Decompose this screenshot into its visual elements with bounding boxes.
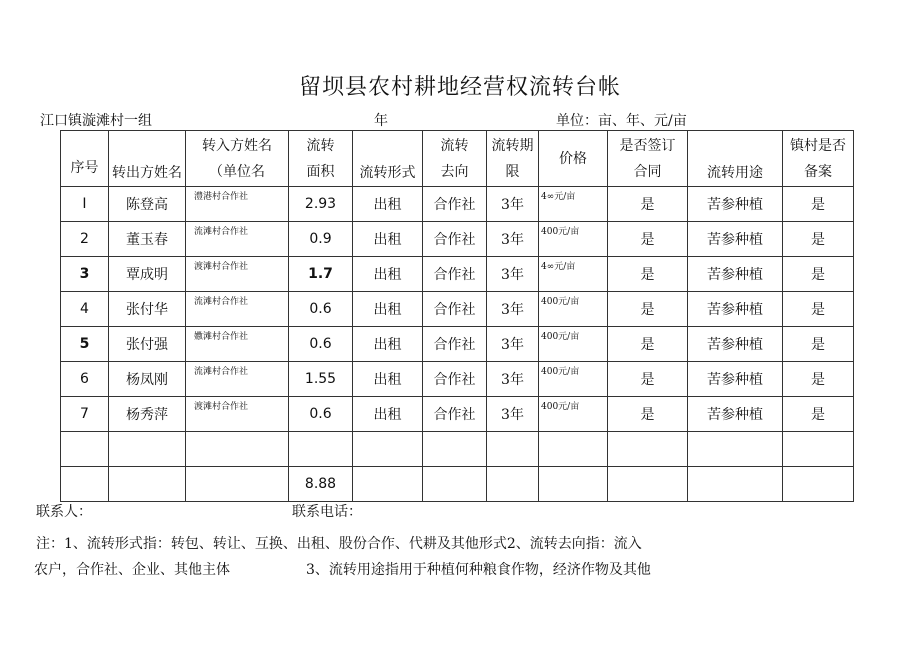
- row-price: 400元/亩: [539, 327, 608, 362]
- row-to-name: 流滩村合作社: [186, 222, 289, 257]
- row-seq: 3: [61, 257, 109, 292]
- row-area: 0.6: [289, 397, 353, 432]
- row-area: 0.9: [289, 222, 353, 257]
- contact-phone-label: 联系电话：: [292, 504, 362, 520]
- header-form: 流转形式: [353, 131, 423, 187]
- row-usage: 苦参种植: [688, 362, 783, 397]
- table-row: [61, 362, 854, 397]
- header-row: [61, 131, 854, 187]
- row-direction: 合作社: [423, 292, 487, 327]
- header-period: 流转期 限: [487, 131, 539, 187]
- row-direction: 合作社: [423, 257, 487, 292]
- table-row: [61, 187, 854, 222]
- row-usage: 苦参种植: [688, 292, 783, 327]
- note-line-2a: 农户，合作社、企业、其他主体: [34, 562, 230, 578]
- note-line-2b: 3、流转用途指用于种植何种粮食作物，经济作物及其他: [306, 562, 651, 578]
- row-to-name: 渡滩村合作社: [186, 397, 289, 432]
- row-usage: 苦参种植: [688, 327, 783, 362]
- row-usage: 苦参种植: [688, 257, 783, 292]
- row-from-name: 陈登高: [109, 187, 186, 222]
- row-period: 3年: [487, 362, 539, 397]
- row-direction: 合作社: [423, 362, 487, 397]
- row-from-name: 覃成明: [109, 257, 186, 292]
- row-area: 1.55: [289, 362, 353, 397]
- row-period: 3年: [487, 327, 539, 362]
- row-to-name: 渡滩村合作社: [186, 257, 289, 292]
- row-filed: 是: [783, 292, 854, 327]
- row-period: 3年: [487, 257, 539, 292]
- row-direction: 合作社: [423, 327, 487, 362]
- row-form: 出租: [353, 257, 423, 292]
- row-seq: I: [61, 187, 109, 222]
- row-area: 0.6: [289, 292, 353, 327]
- note-line-1: 注：1、流转形式指：转包、转让、互换、出租、股份合作、代耕及其他形式2、流转去向指：流入: [36, 536, 642, 552]
- row-from-name: 杨秀萍: [109, 397, 186, 432]
- location-label: 江口镇漩滩村一组: [40, 113, 152, 129]
- row-period: 3年: [487, 397, 539, 432]
- row-form: 出租: [353, 327, 423, 362]
- row-to-name: 澧港村合作社: [186, 187, 289, 222]
- row-signed: 是: [608, 327, 688, 362]
- row-from-name: 张付强: [109, 327, 186, 362]
- row-price: 400元/亩: [539, 397, 608, 432]
- row-seq: 7: [61, 397, 109, 432]
- row-filed: 是: [783, 362, 854, 397]
- total-row: [61, 467, 854, 502]
- empty-row: [61, 432, 854, 467]
- row-signed: 是: [608, 222, 688, 257]
- row-signed: 是: [608, 292, 688, 327]
- header-price: 价格: [539, 131, 608, 187]
- row-price: 400元/亩: [539, 292, 608, 327]
- row-area: 1.7: [289, 257, 353, 292]
- header-signed: 是否签订 合同: [608, 131, 688, 187]
- row-from-name: 杨凤刚: [109, 362, 186, 397]
- contact-person-label: 联系人：: [36, 504, 92, 520]
- header-direction: 流转 去向: [423, 131, 487, 187]
- row-usage: 苦参种植: [688, 397, 783, 432]
- row-signed: 是: [608, 187, 688, 222]
- row-seq: 4: [61, 292, 109, 327]
- row-form: 出租: [353, 292, 423, 327]
- row-direction: 合作社: [423, 397, 487, 432]
- row-price: 400元/亩: [539, 222, 608, 257]
- table-row: [61, 327, 854, 362]
- ledger-table: [60, 130, 854, 502]
- row-period: 3年: [487, 222, 539, 257]
- row-filed: 是: [783, 397, 854, 432]
- row-signed: 是: [608, 257, 688, 292]
- unit-label: 单位：亩、年、元/亩: [556, 113, 687, 129]
- header-area: 流转 面积: [289, 131, 353, 187]
- row-seq: 2: [61, 222, 109, 257]
- row-seq: 6: [61, 362, 109, 397]
- row-filed: 是: [783, 222, 854, 257]
- row-form: 出租: [353, 187, 423, 222]
- row-to-name: 流滩村合作社: [186, 362, 289, 397]
- row-form: 出租: [353, 362, 423, 397]
- row-price: 4∞元/亩: [539, 257, 608, 292]
- table-row: [61, 292, 854, 327]
- row-filed: 是: [783, 327, 854, 362]
- total-area: 8.88: [289, 467, 353, 502]
- row-usage: 苦参种植: [688, 187, 783, 222]
- header-filed: 镇村是否 备案: [783, 131, 854, 187]
- row-filed: 是: [783, 187, 854, 222]
- row-area: 2.93: [289, 187, 353, 222]
- page-title: 留坝县农村耕地经营权流转台帐: [298, 75, 621, 100]
- row-period: 3年: [487, 187, 539, 222]
- row-price: 4∞元/亩: [539, 187, 608, 222]
- row-usage: 苦参种植: [688, 222, 783, 257]
- row-direction: 合作社: [423, 187, 487, 222]
- row-form: 出租: [353, 397, 423, 432]
- row-from-name: 张付华: [109, 292, 186, 327]
- table-row: [61, 222, 854, 257]
- table-row: [61, 397, 854, 432]
- row-period: 3年: [487, 292, 539, 327]
- row-signed: 是: [608, 362, 688, 397]
- row-price: 400元/亩: [539, 362, 608, 397]
- row-filed: 是: [783, 257, 854, 292]
- year-label: 年: [374, 113, 388, 129]
- row-seq: 5: [61, 327, 109, 362]
- header-seq: 序号: [61, 131, 109, 187]
- header-usage: 流转用途: [688, 131, 783, 187]
- table-row: [61, 257, 854, 292]
- header-to-name: 转入方姓名 （单位名: [186, 131, 289, 187]
- row-to-name: 嫐滩村合作社: [186, 327, 289, 362]
- row-direction: 合作社: [423, 222, 487, 257]
- row-signed: 是: [608, 397, 688, 432]
- row-form: 出租: [353, 222, 423, 257]
- row-area: 0.6: [289, 327, 353, 362]
- row-to-name: 流滩村合作社: [186, 292, 289, 327]
- header-from-name: 转出方姓名: [109, 131, 186, 187]
- row-from-name: 董玉春: [109, 222, 186, 257]
